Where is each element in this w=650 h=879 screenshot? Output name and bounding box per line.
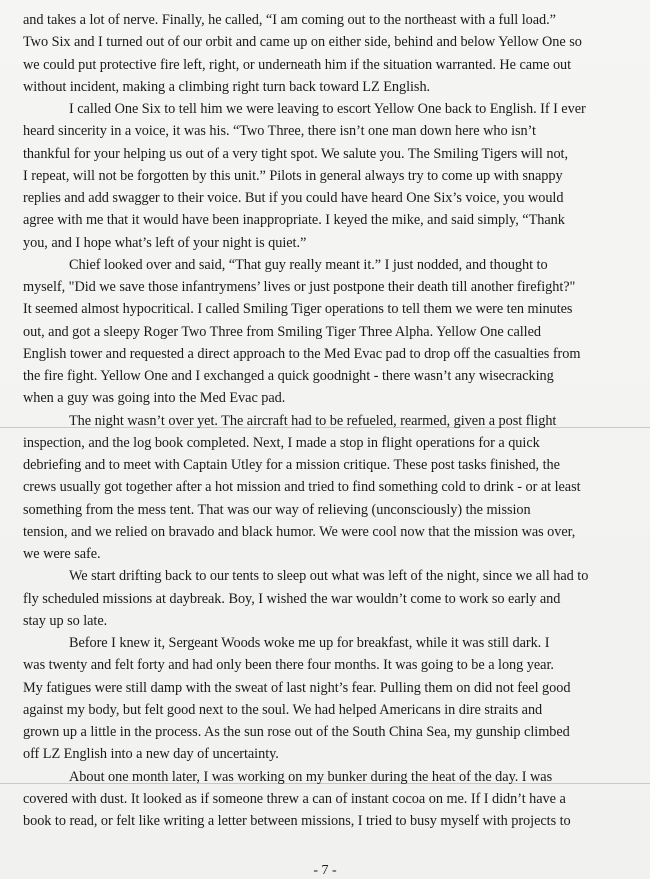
text-line: grown up a little in the process. As the sun rose out of the South China Sea, my gunship climbed [23, 724, 570, 740]
text-line: myself, "Did we save those infantrymens’ lives or just postpone their death till another firefight?" [23, 279, 576, 295]
text-line: thankful for your helping us out of a very tight spot. We salute you. The Smiling Tigers will not, [23, 145, 569, 162]
text-line: English tower and requested a direct approach to the Med Evac pad to drop off the casualties from [23, 345, 581, 362]
paragraph [23, 410, 638, 566]
text-line: I called One Six to tell him we were leaving to escort Yellow One back to English. If I ever [69, 101, 586, 117]
text-line: was twenty and felt forty and had only been there four months. It was going to be a long year. [23, 657, 554, 674]
paragraph [23, 766, 638, 833]
text-line: against my body, but felt good next to the soul. We had helped Americans in dire straits and [23, 701, 543, 718]
text-line: off LZ English into a new day of uncertainty. [23, 746, 279, 763]
text-line: replies and add swagger to their voice. But if you could have heard One Six’s voice, you would [23, 190, 564, 206]
text-line: book to read, or felt like writing a letter between missions, I tried to busy myself with projects to [23, 813, 571, 829]
text-line: agree with me that it would have been inappropriate. I keyed the mike, and said simply, “Thank [23, 212, 565, 229]
text-line: the fire fight. Yellow One and I exchanged a quick goodnight - there wasn’t any wisecracking [23, 368, 554, 384]
text-line: you, and I hope what’s left of your night is quiet.” [23, 234, 307, 251]
text-line: when a guy was going into the Med Evac pad. [23, 390, 286, 407]
text-line: My fatigues were still damp with the sweat of last night’s fear. Pulling them on did not feel good [23, 679, 571, 696]
text-line: tension, and we relied on bravado and black humor. We were cool now that the mission was over, [23, 523, 576, 540]
text-line: crews usually got together after a hot mission and tried to find something cold to drink - or at least [23, 479, 581, 496]
text-line: without incident, making a climbing right turn back toward LZ English. [23, 78, 431, 95]
text-line: Two Six and I turned out of our orbit and came up on either side, behind and below Yellow One so [23, 34, 582, 51]
text-line: covered with dust. It looked as if someone threw a can of instant cocoa on me. If I didn’t have a [23, 790, 566, 807]
text-line: and takes a lot of nerve. Finally, he called, “I am coming out to the northeast with a full load.” [23, 12, 556, 28]
text-line: The night wasn’t over yet. The aircraft had to be refueled, rearmed, given a post flight [69, 412, 557, 429]
text-line: Before I knew it, Sergeant Woods woke me up for breakfast, while it was still dark. I [69, 635, 550, 651]
text-line: out, and got a sleepy Roger Two Three from Smiling Tiger Three Alpha. Yellow One called [23, 323, 542, 340]
text-line: something from the mess tent. That was our way of relieving (unconsciously) the mission [23, 501, 531, 518]
paragraph [23, 9, 638, 98]
text-line: Chief looked over and said, “That guy really meant it.” I just nodded, and thought to [69, 256, 548, 273]
text-line: It seemed almost hypocritical. I called Smiling Tiger operations to tell them we were ten minutes [23, 301, 573, 318]
text-line: fly scheduled missions at daybreak. Boy, I wished the war wouldn’t come to work so early and [23, 590, 561, 607]
text-line: we were safe. [23, 546, 101, 562]
paragraph [23, 565, 638, 632]
text-line: inspection, and the log book completed. Next, I made a stop in flight operations for a quick [23, 434, 540, 451]
body-text [23, 9, 638, 832]
text-line: About one month later, I was working on my bunker during the heat of the day. I was [69, 768, 553, 785]
paragraph [23, 98, 638, 254]
text-line: We start drifting back to our tents to sleep out what was left of the night, since we all had to [69, 568, 589, 585]
text-line: heard sincerity in a voice, it was his. “Two Three, there isn’t one man down here who isn’t [23, 123, 536, 140]
text-line: debriefing and to meet with Captain Utley for a mission critique. These post tasks finished, the [23, 457, 560, 473]
text-line: stay up so late. [23, 612, 108, 629]
text-line: I repeat, will not be forgotten by this unit.” Pilots in general always try to come up with snappy [23, 167, 563, 184]
page-number: - 7 - [313, 863, 337, 878]
paragraph [23, 254, 638, 410]
paragraph [23, 632, 638, 766]
text-line: we could put protective fire left, right, or underneath him if the situation warranted. He came out [23, 56, 572, 73]
